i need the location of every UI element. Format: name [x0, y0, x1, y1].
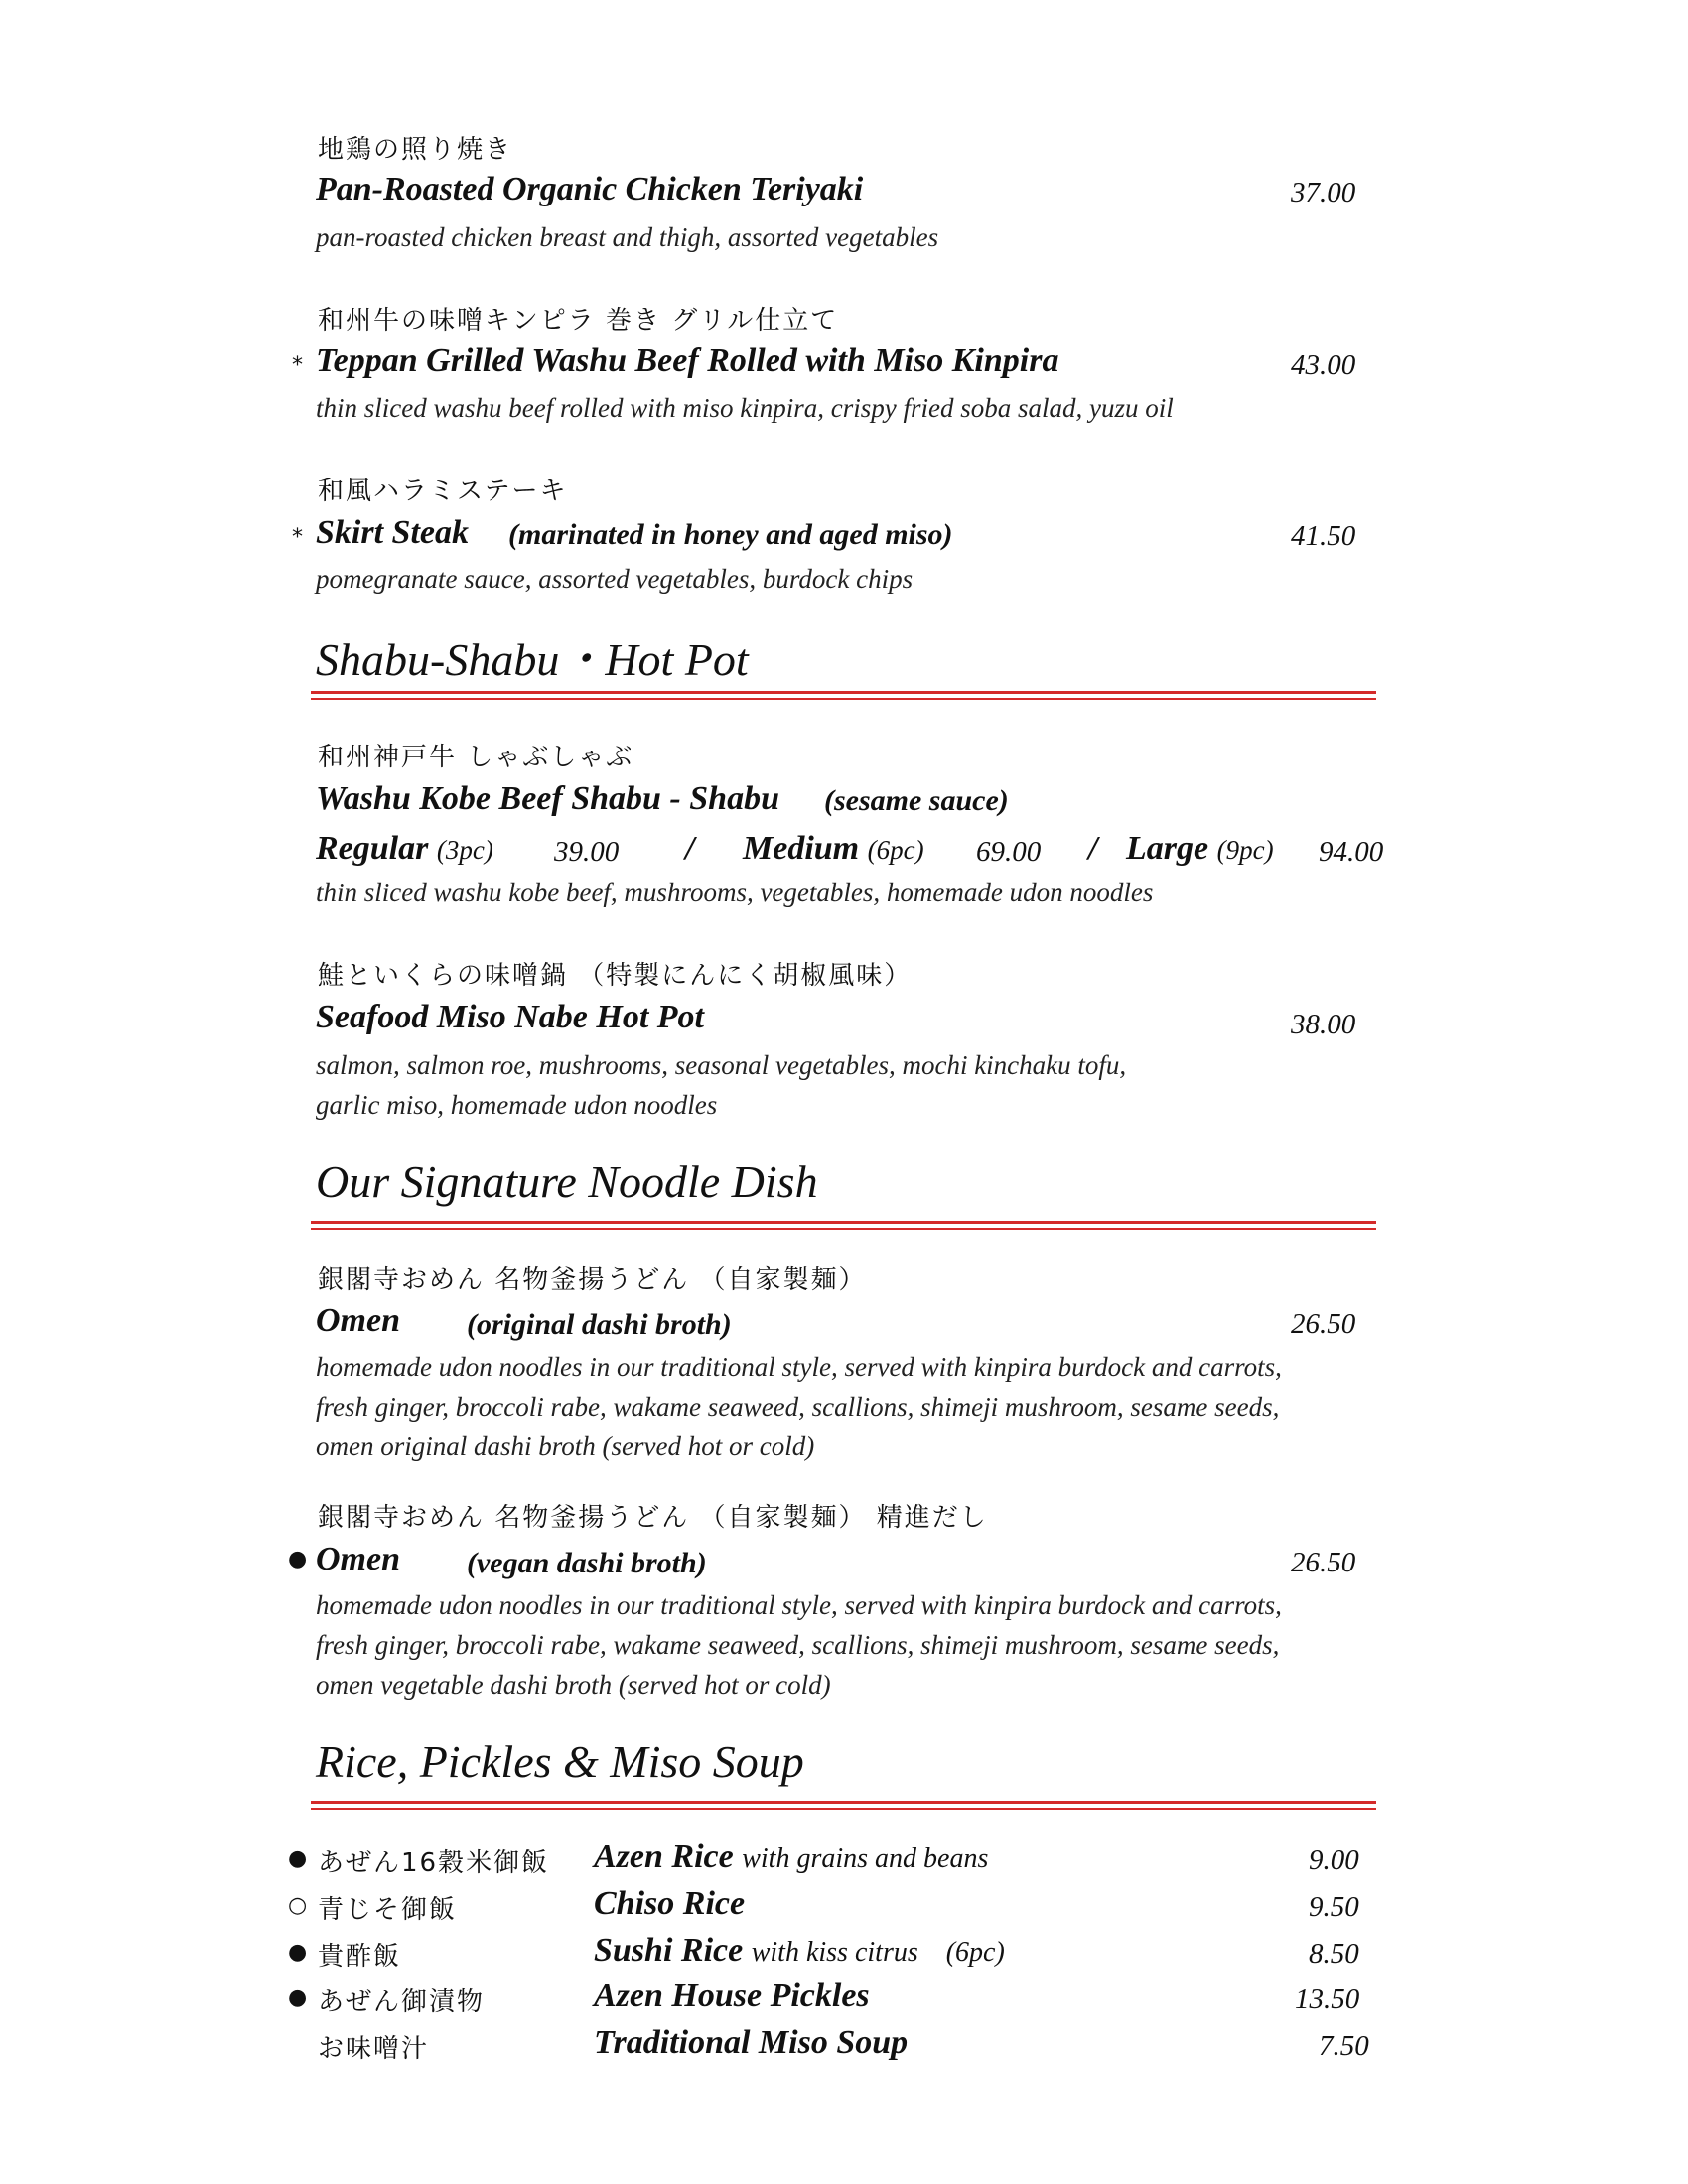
washu-roll-jp-name: 和州牛の味噌キンピラ 巻き グリル仕立て: [318, 306, 839, 336]
rice-item-jp: 青じそ御飯: [318, 1895, 458, 1925]
section-divider-rice: [311, 1801, 1376, 1811]
omen1-note: (original dashi broth): [467, 1308, 732, 1341]
rice-item-en: Azen Rice with grains and beans: [594, 1839, 989, 1875]
omen1-en-name: Omen: [316, 1302, 400, 1339]
chicken-en-name: Pan-Roasted Organic Chicken Teriyaki: [316, 171, 864, 207]
kobe-desc: thin sliced washu kobe beef, mushrooms, vegetables, homemade udon noodles: [316, 878, 1154, 907]
rice-item-marker: ●: [288, 1985, 308, 2010]
rice-item-marker: ●: [288, 1846, 308, 1871]
kobe-note: (sesame sauce): [824, 784, 1009, 817]
section-heading-rice: Rice, Pickles & Miso Soup: [316, 1736, 804, 1787]
omen2-desc-line2: fresh ginger, broccoli rabe, wakame seaweed, scallions, shimeji mushroom, sesame seeds,: [316, 1630, 1280, 1660]
kobe-separator-2: /: [1088, 830, 1098, 867]
omen1-jp-name: 銀閣寺おめん 名物釜揚うどん （自家製麺）: [318, 1265, 867, 1295]
nabe-price: 38.00: [1291, 1009, 1356, 1040]
rice-item-jp: お味噌汁: [318, 2034, 430, 2064]
washu-roll-desc: thin sliced washu beef rolled with miso kinpira, crispy fried soba salad, yuzu oil: [316, 393, 1174, 423]
rice-item-en: Traditional Miso Soup: [594, 2024, 909, 2061]
rice-item-en: Sushi Rice with kiss citrus (6pc): [594, 1932, 1005, 1969]
kobe-en-name: Washu Kobe Beef Shabu - Shabu: [316, 780, 779, 817]
kobe-size-regular: Regular (3pc): [316, 830, 493, 867]
skirt-desc: pomegranate sauce, assorted vegetables, burdock chips: [316, 564, 914, 594]
rice-item-en: Chiso Rice: [594, 1885, 746, 1922]
omen2-en-name: Omen: [316, 1541, 400, 1577]
skirt-en-name: Skirt Steak: [316, 514, 469, 551]
omen1-price: 26.50: [1291, 1308, 1356, 1340]
skirt-price: 41.50: [1291, 520, 1356, 552]
kobe-size-medium: Medium (6pc): [743, 830, 924, 867]
omen1-desc-line3: omen original dashi broth (served hot or cold): [316, 1432, 815, 1461]
section-divider-noodle: [311, 1221, 1376, 1231]
kobe-price-medium: 69.00: [976, 836, 1042, 868]
rice-item-marker: ●: [288, 1940, 308, 1965]
rice-item-jp: あぜん御漬物: [318, 1987, 486, 2017]
omen2-note: (vegan dashi broth): [467, 1547, 707, 1579]
rice-item-price: 7.50: [1319, 2030, 1369, 2062]
omen1-desc-line1: homemade udon noodles in our traditional style, served with kinpira burdock and carrots,: [316, 1352, 1282, 1382]
washu-roll-en-name: Teppan Grilled Washu Beef Rolled with Miso Kinpira: [316, 342, 1059, 379]
kobe-size-large: Large (9pc): [1126, 830, 1274, 867]
omen2-marker: ●: [288, 1547, 308, 1571]
omen2-desc-line3: omen vegetable dashi broth (served hot or cold): [316, 1670, 831, 1700]
section-divider-shabu: [311, 691, 1376, 701]
kobe-price-large: 94.00: [1319, 836, 1384, 868]
nabe-desc-line2: garlic miso, homemade udon noodles: [316, 1090, 718, 1120]
kobe-separator-1: /: [685, 830, 695, 867]
rice-item-jp: あぜん16穀米御飯: [318, 1848, 550, 1878]
rice-item-marker: ○: [288, 1893, 308, 1918]
nabe-jp-name: 鮭といくらの味噌鍋 （特製にんにく胡椒風味）: [318, 961, 913, 991]
chicken-price: 37.00: [1291, 177, 1356, 208]
rice-item-price: 8.50: [1309, 1938, 1359, 1970]
rice-item-en: Azen House Pickles: [594, 1978, 870, 2014]
chicken-desc: pan-roasted chicken breast and thigh, assorted vegetables: [316, 222, 939, 252]
kobe-jp-name: 和州神戸牛 しゃぶしゃぶ: [318, 743, 634, 772]
omen2-jp-name: 銀閣寺おめん 名物釜揚うどん （自家製麺） 精進だし: [318, 1503, 988, 1533]
rice-item-price: 9.00: [1309, 1844, 1359, 1876]
rice-item-price: 13.50: [1295, 1983, 1360, 2015]
skirt-marker: *: [292, 525, 303, 550]
omen2-desc-line1: homemade udon noodles in our traditional style, served with kinpira burdock and carrots,: [316, 1590, 1282, 1620]
section-heading-noodle: Our Signature Noodle Dish: [316, 1157, 818, 1207]
rice-item-jp: 貴酢飯: [318, 1942, 402, 1972]
nabe-en-name: Seafood Miso Nabe Hot Pot: [316, 999, 704, 1035]
washu-roll-price: 43.00: [1291, 349, 1356, 381]
section-heading-shabu: Shabu-Shabu・Hot Pot: [316, 634, 749, 685]
nabe-desc-line1: salmon, salmon roe, mushrooms, seasonal vegetables, mochi kinchaku tofu,: [316, 1050, 1127, 1080]
omen2-price: 26.50: [1291, 1547, 1356, 1578]
chicken-jp-name: 地鶏の照り焼き: [318, 135, 513, 165]
kobe-price-regular: 39.00: [554, 836, 620, 868]
rice-item-price: 9.50: [1309, 1891, 1359, 1923]
skirt-note: (marinated in honey and aged miso): [508, 518, 953, 551]
skirt-jp-name: 和風ハラミステーキ: [318, 477, 568, 506]
omen1-desc-line2: fresh ginger, broccoli rabe, wakame seaweed, scallions, shimeji mushroom, sesame seeds,: [316, 1392, 1280, 1422]
washu-roll-marker: *: [292, 353, 303, 378]
